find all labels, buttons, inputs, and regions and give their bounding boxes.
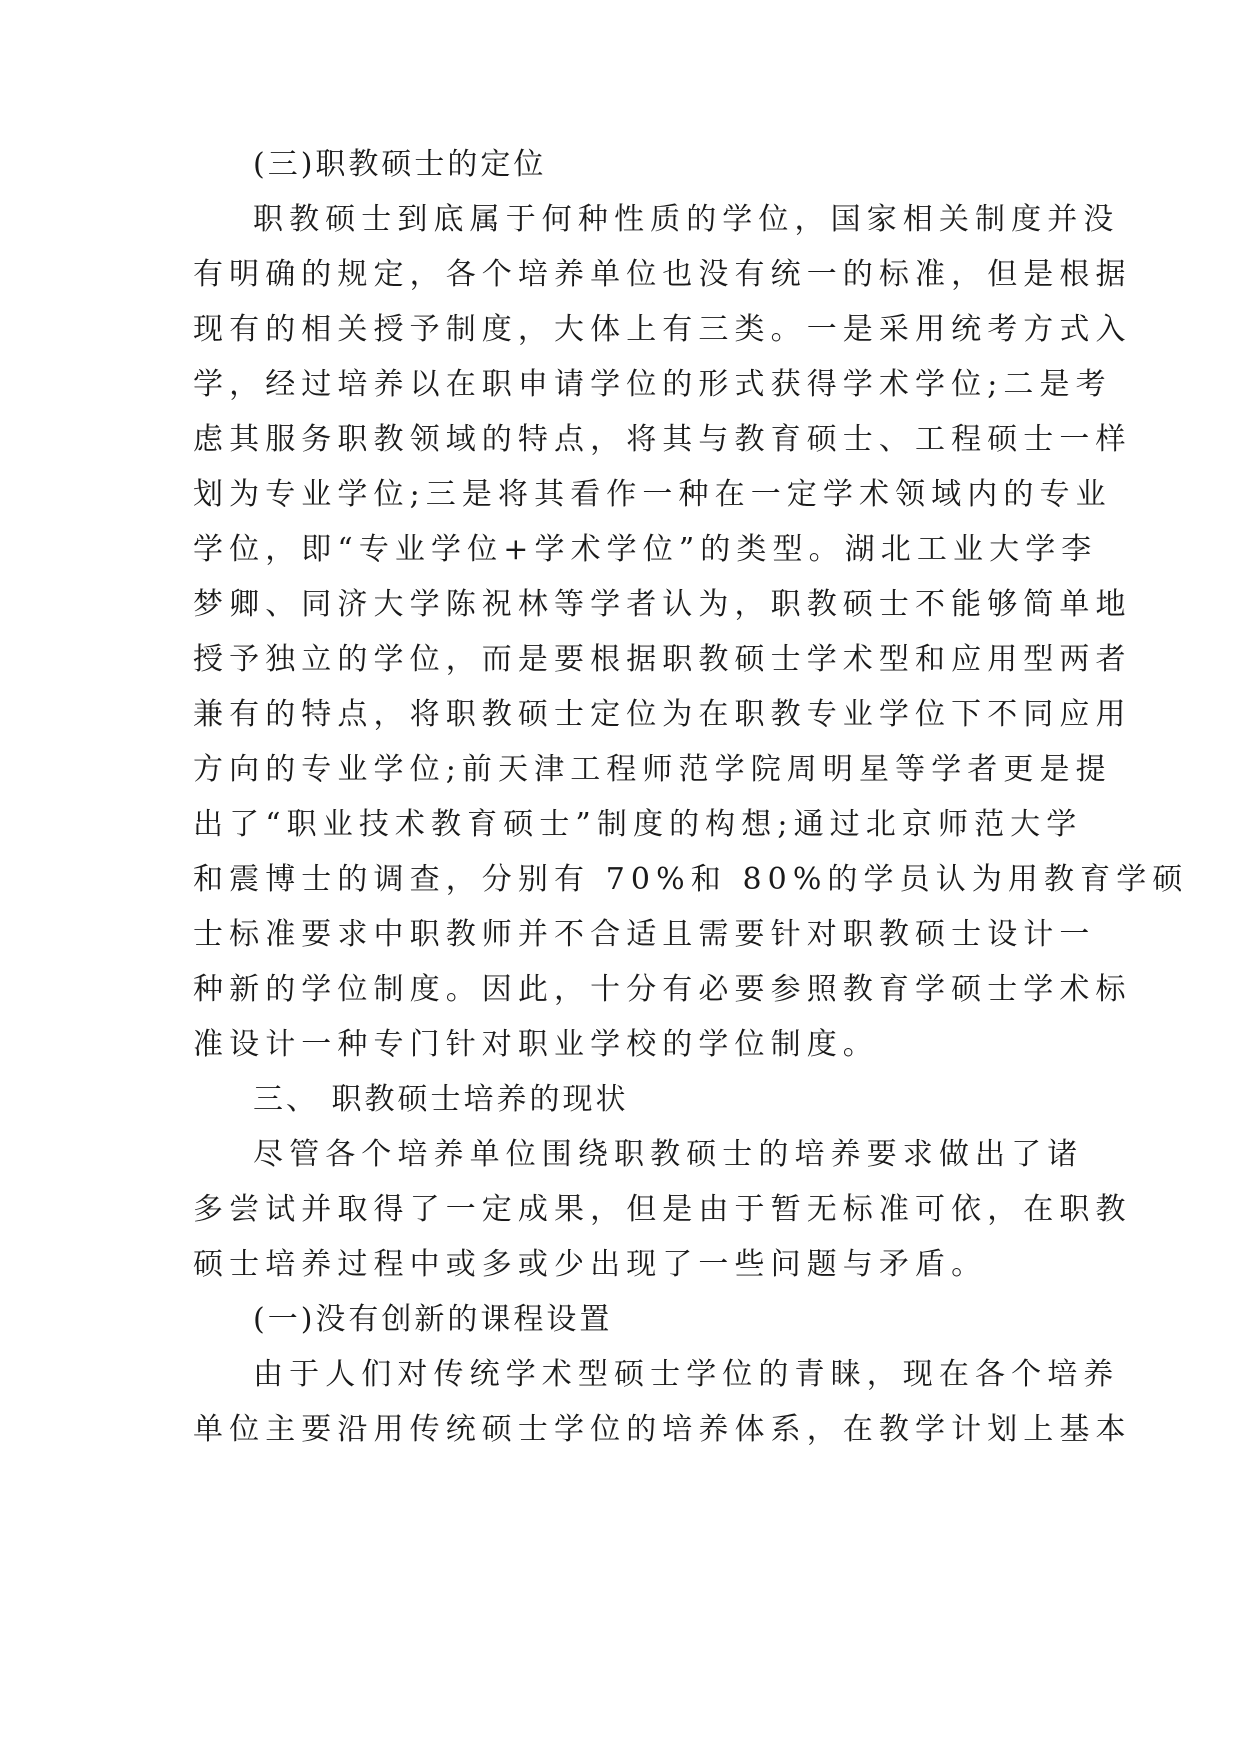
paragraph-line: 学位，即“专业学位+学术学位”的类型。湖北工业大学李 [193, 532, 1098, 567]
paragraph-line: 划为专业学位;三是将其看作一种在一定学术领域内的专业 [193, 477, 1112, 512]
section-heading: (一)没有创新的课程设置 [253, 1302, 613, 1337]
paragraph-line: 种新的学位制度。因此，十分有必要参照教育学硕士学术标 [193, 972, 1132, 1007]
paragraph-line: 由于人们对传统学术型硕士学位的青睐，现在各个培养 [253, 1357, 1120, 1392]
paragraph-line: 单位主要沿用传统硕士学位的培养体系，在教学计划上基本 [193, 1412, 1132, 1447]
paragraph-line: 有明确的规定，各个培养单位也没有统一的标准，但是根据 [193, 257, 1132, 292]
section-heading: 三、 职教硕士培养的现状 [253, 1082, 629, 1117]
paragraph-line: 学，经过培养以在职申请学位的形式获得学术学位;二是考 [193, 367, 1112, 402]
paragraph-line: 和震博士的调查，分别有 70%和 80%的学员认为用教育学硕 [193, 862, 1189, 897]
paragraph-line: 虑其服务职教领域的特点，将其与教育硕士、工程硕士一样 [193, 422, 1132, 457]
paragraph-line: 硕士培养过程中或多或少出现了一些问题与矛盾。 [193, 1247, 988, 1282]
paragraph-line: 士标准要求中职教师并不合适且需要针对职教硕士设计一 [193, 917, 1096, 952]
paragraph-line: 多尝试并取得了一定成果，但是由于暂无标准可依，在职教 [193, 1192, 1132, 1227]
paragraph-line: 梦卿、同济大学陈祝林等学者认为，职教硕士不能够简单地 [193, 587, 1132, 622]
paragraph-line: 方向的专业学位;前天津工程师范学院周明星等学者更是提 [193, 752, 1112, 787]
paragraph-line: 准设计一种专门针对职业学校的学位制度。 [193, 1027, 879, 1062]
paragraph-line: 授予独立的学位，而是要根据职教硕士学术型和应用型两者 [193, 642, 1132, 677]
paragraph-line: 尽管各个培养单位围绕职教硕士的培养要求做出了诸 [253, 1137, 1084, 1172]
paragraph-line: 职教硕士到底属于何种性质的学位，国家相关制度并没 [253, 202, 1120, 237]
section-heading: (三)职教硕士的定位 [253, 147, 547, 182]
paragraph-line: 兼有的特点，将职教硕士定位为在职教专业学位下不同应用 [193, 697, 1132, 732]
paragraph-line: 现有的相关授予制度，大体上有三类。一是采用统考方式入 [193, 312, 1132, 347]
paragraph-line: 出了“职业技术教育硕士”制度的构想;通过北京师范大学 [193, 807, 1083, 842]
